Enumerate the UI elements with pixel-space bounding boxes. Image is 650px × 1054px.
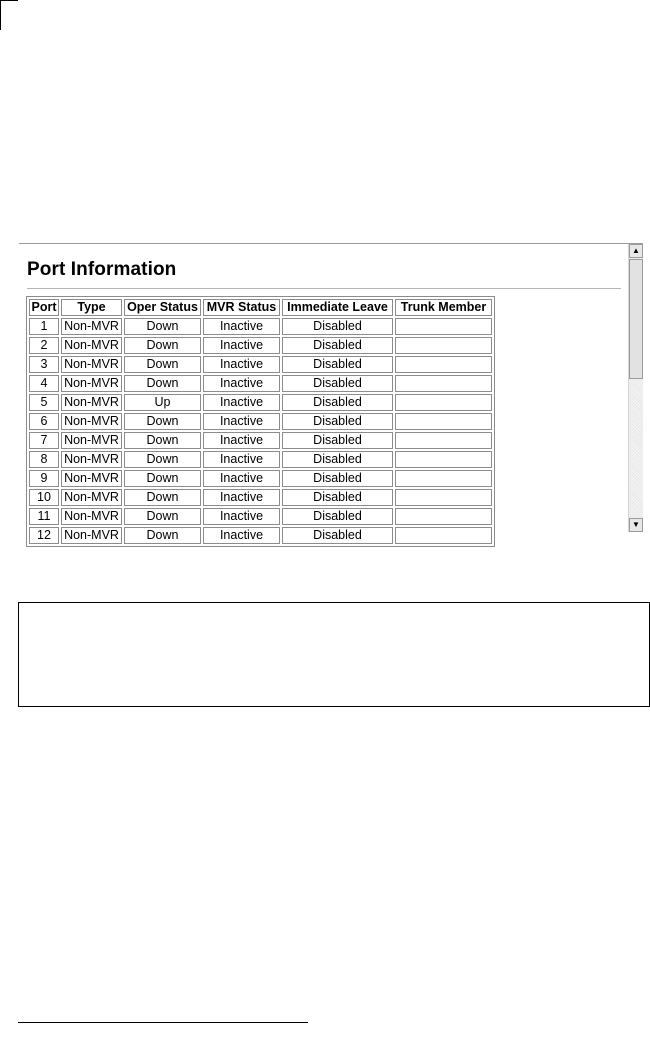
cell-immediate-leave: Disabled	[282, 375, 393, 392]
cell-type: Non-MVR	[61, 375, 122, 392]
cell-port: 10	[29, 489, 59, 506]
cell-trunk-member	[395, 375, 492, 392]
column-header-trunk-member: Trunk Member	[395, 299, 492, 316]
cell-type: Non-MVR	[61, 318, 122, 335]
content-area	[19, 244, 628, 542]
cell-oper-status: Down	[124, 318, 201, 335]
cell-mvr-status: Inactive	[203, 489, 280, 506]
column-header-immediate-leave: Immediate Leave	[282, 299, 393, 316]
cell-immediate-leave: Disabled	[282, 394, 393, 411]
cell-port: 9	[29, 470, 59, 487]
cell-mvr-status: Inactive	[203, 508, 280, 525]
cell-trunk-member	[395, 413, 492, 430]
cell-type: Non-MVR	[61, 337, 122, 354]
cell-mvr-status: Inactive	[203, 337, 280, 354]
cell-mvr-status: Inactive	[203, 356, 280, 373]
cell-trunk-member	[395, 527, 492, 544]
title-divider	[27, 288, 621, 289]
table-row	[29, 451, 492, 468]
bordered-box	[18, 602, 650, 707]
page-title: Port Information	[27, 259, 177, 280]
cell-mvr-status: Inactive	[203, 375, 280, 392]
cell-immediate-leave: Disabled	[282, 470, 393, 487]
cell-oper-status: Down	[124, 489, 201, 506]
cell-type: Non-MVR	[61, 413, 122, 430]
cell-immediate-leave: Disabled	[282, 527, 393, 544]
cell-type: Non-MVR	[61, 470, 122, 487]
cell-trunk-member	[395, 508, 492, 525]
cell-type: Non-MVR	[61, 394, 122, 411]
cell-oper-status: Down	[124, 375, 201, 392]
cell-port: 3	[29, 356, 59, 373]
cell-trunk-member	[395, 337, 492, 354]
cell-type: Non-MVR	[61, 489, 122, 506]
cell-oper-status: Down	[124, 451, 201, 468]
cell-trunk-member	[395, 451, 492, 468]
cell-trunk-member	[395, 318, 492, 335]
column-header-oper-status: Oper Status	[124, 299, 201, 316]
cell-mvr-status: Inactive	[203, 527, 280, 544]
cell-port: 2	[29, 337, 59, 354]
cell-type: Non-MVR	[61, 356, 122, 373]
cell-oper-status: Down	[124, 527, 201, 544]
cell-immediate-leave: Disabled	[282, 508, 393, 525]
cell-port: 4	[29, 375, 59, 392]
cell-mvr-status: Inactive	[203, 470, 280, 487]
cell-oper-status: Down	[124, 470, 201, 487]
cell-mvr-status: Inactive	[203, 413, 280, 430]
table-row	[29, 432, 492, 449]
cell-port: 12	[29, 527, 59, 544]
cell-mvr-status: Inactive	[203, 451, 280, 468]
port-information-table	[26, 296, 495, 547]
table-row	[29, 356, 492, 373]
cell-oper-status: Down	[124, 432, 201, 449]
cell-type: Non-MVR	[61, 508, 122, 525]
vertical-scrollbar[interactable]	[628, 244, 643, 532]
cell-immediate-leave: Disabled	[282, 451, 393, 468]
scrollbar-thumb[interactable]	[629, 259, 643, 379]
cell-immediate-leave: Disabled	[282, 356, 393, 373]
cell-trunk-member	[395, 489, 492, 506]
table-row	[29, 375, 492, 392]
table-row	[29, 413, 492, 430]
table-row	[29, 508, 492, 525]
cell-mvr-status: Inactive	[203, 394, 280, 411]
table-body	[29, 318, 492, 544]
table-row	[29, 337, 492, 354]
cell-port: 5	[29, 394, 59, 411]
cell-type: Non-MVR	[61, 432, 122, 449]
cell-type: Non-MVR	[61, 451, 122, 468]
cell-port: 11	[29, 508, 59, 525]
table-header-row	[29, 299, 492, 316]
cell-mvr-status: Inactive	[203, 432, 280, 449]
arrow-down-icon[interactable]: ▼	[629, 518, 643, 532]
cell-immediate-leave: Disabled	[282, 337, 393, 354]
cell-oper-status: Down	[124, 508, 201, 525]
cell-oper-status: Down	[124, 337, 201, 354]
cell-trunk-member	[395, 470, 492, 487]
cell-port: 8	[29, 451, 59, 468]
arrow-up-icon[interactable]: ▲	[629, 244, 643, 258]
cell-oper-status: Up	[124, 394, 201, 411]
cell-immediate-leave: Disabled	[282, 413, 393, 430]
cell-type: Non-MVR	[61, 527, 122, 544]
table-row	[29, 489, 492, 506]
column-header-type: Type	[61, 299, 122, 316]
cell-port: 7	[29, 432, 59, 449]
cell-immediate-leave: Disabled	[282, 489, 393, 506]
table-row	[29, 394, 492, 411]
cell-mvr-status: Inactive	[203, 318, 280, 335]
column-header-mvr-status: MVR Status	[203, 299, 280, 316]
cell-immediate-leave: Disabled	[282, 432, 393, 449]
cell-port: 6	[29, 413, 59, 430]
table-row	[29, 318, 492, 335]
cell-trunk-member	[395, 432, 492, 449]
footnote-rule	[18, 1022, 308, 1023]
cell-oper-status: Down	[124, 413, 201, 430]
cell-trunk-member	[395, 394, 492, 411]
corner-crop-mark	[0, 0, 18, 30]
table-row	[29, 470, 492, 487]
cell-immediate-leave: Disabled	[282, 318, 393, 335]
port-information-window	[19, 243, 643, 542]
cell-port: 1	[29, 318, 59, 335]
cell-trunk-member	[395, 356, 492, 373]
column-header-port: Port	[29, 299, 59, 316]
table-row	[29, 527, 492, 544]
cell-oper-status: Down	[124, 356, 201, 373]
